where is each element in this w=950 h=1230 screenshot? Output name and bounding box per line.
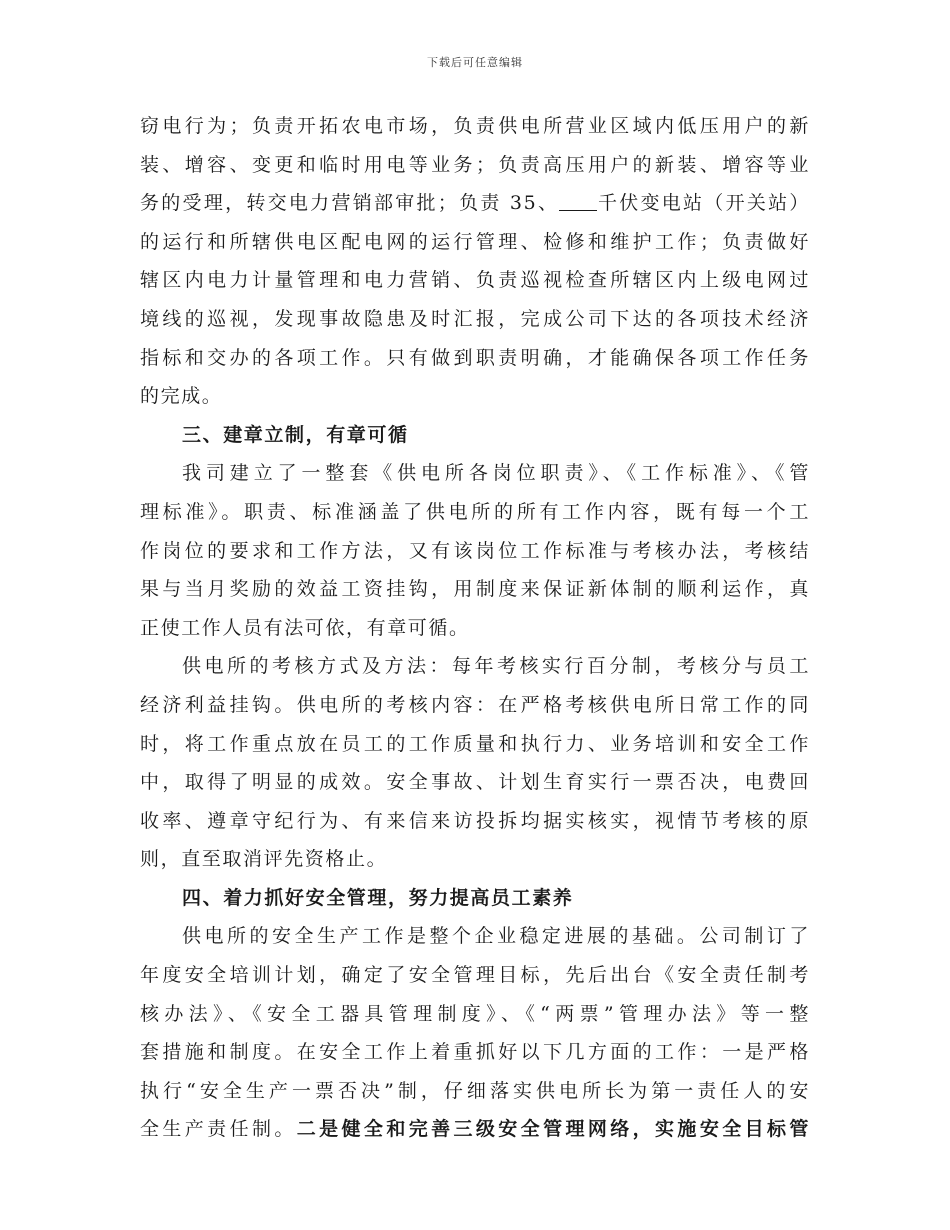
text-line: 经济利益挂钩。供电所的考核内容：在严格考核供电所日常工作的同 (140, 693, 810, 716)
text-line: 的完成。 (140, 385, 223, 408)
section-heading: 三、建章立制，有章可循 (182, 423, 409, 446)
text-segment: 千伏变电站（开关站） (597, 192, 810, 215)
text-line: 装、增容、变更和临时用电等业务；负责高压用户的新装、增容等业 (140, 153, 810, 176)
text-line: 供电所的考核方式及方法：每年考核实行百分制，考核分与员工 (182, 655, 810, 678)
text-line (140, 1110, 810, 1149)
text-line: 指标和交办的各项工作。只有做到职责明确，才能确保各项工作任务 (140, 346, 810, 369)
text-line: 时，将工作重点放在员工的工作质量和执行力、业务培训和安全工作 (140, 732, 810, 755)
document-body (140, 107, 810, 1149)
text-line: 作岗位的要求和工作方法，又有该岗位工作标准与考核办法，考核结 (140, 539, 810, 562)
text-line: 正使工作人员有法可依，有章可循。 (140, 616, 470, 639)
section-heading: 四、着力抓好安全管理，努力提高员工素养 (182, 886, 574, 909)
text-line: 理标准》。职责、标准涵盖了供电所的所有工作内容，既有每一个工 (140, 500, 810, 523)
text-segment: 二是健全和完善三级安全管理网络，实施安全目标管 (296, 1118, 810, 1141)
text-line: 境线的巡视，发现事故隐患及时汇报，完成公司下达的各项技术经济 (140, 307, 810, 330)
text-line: 果与当月奖励的效益工资挂钩，用制度来保证新体制的顺利运作，真 (140, 578, 810, 601)
text-line: 供电所的安全生产工作是整个企业稳定进展的基础。公司制订了 (182, 925, 810, 948)
text-segment: 全生产责任制。 (140, 1118, 297, 1141)
text-line: 中，取得了明显的成效。安全事故、计划生育实行一票否决，电费回 (140, 771, 810, 794)
text-line: 执行“安全生产一票否决”制，仔细落实供电所长为第一责任人的安 (140, 1079, 810, 1102)
text-line: 的运行和所辖供电区配电网的运行管理、检修和维护工作；负责做好 (140, 230, 810, 253)
text-line: 辖区内电力计量管理和电力营销、负责巡视检查所辖区内上级电网过 (140, 269, 810, 292)
text-line: 窃电行为；负责开拓农电市场，负责供电所营业区域内低压用户的新 (140, 115, 810, 137)
text-line: 年度安全培训计划，确定了安全管理目标，先后出台《安全责任制考 (140, 964, 810, 987)
page-header: 下载后可任意编辑 (427, 56, 523, 69)
text-line: 核办法》、《安全工器具管理制度》、《“两票”管理办法》等一整 (140, 1002, 810, 1025)
text-line: 套措施和制度。在安全工作上着重抓好以下几方面的工作：一是严格 (140, 1041, 810, 1064)
fill-in-blank (559, 192, 597, 211)
text-line: 我司建立了一整套《供电所各岗位职责》、《工作标准》、《管 (182, 462, 810, 485)
text-line: 收率、遵章守纪行为、有来信来访投拆均据实核实，视情节考核的原 (140, 809, 810, 832)
text-line: 则，直至取消评先资格止。 (140, 848, 388, 871)
text-segment: 务的受理，转交电力营销部审批；负责 35、 (140, 192, 560, 215)
text-line (140, 184, 810, 223)
